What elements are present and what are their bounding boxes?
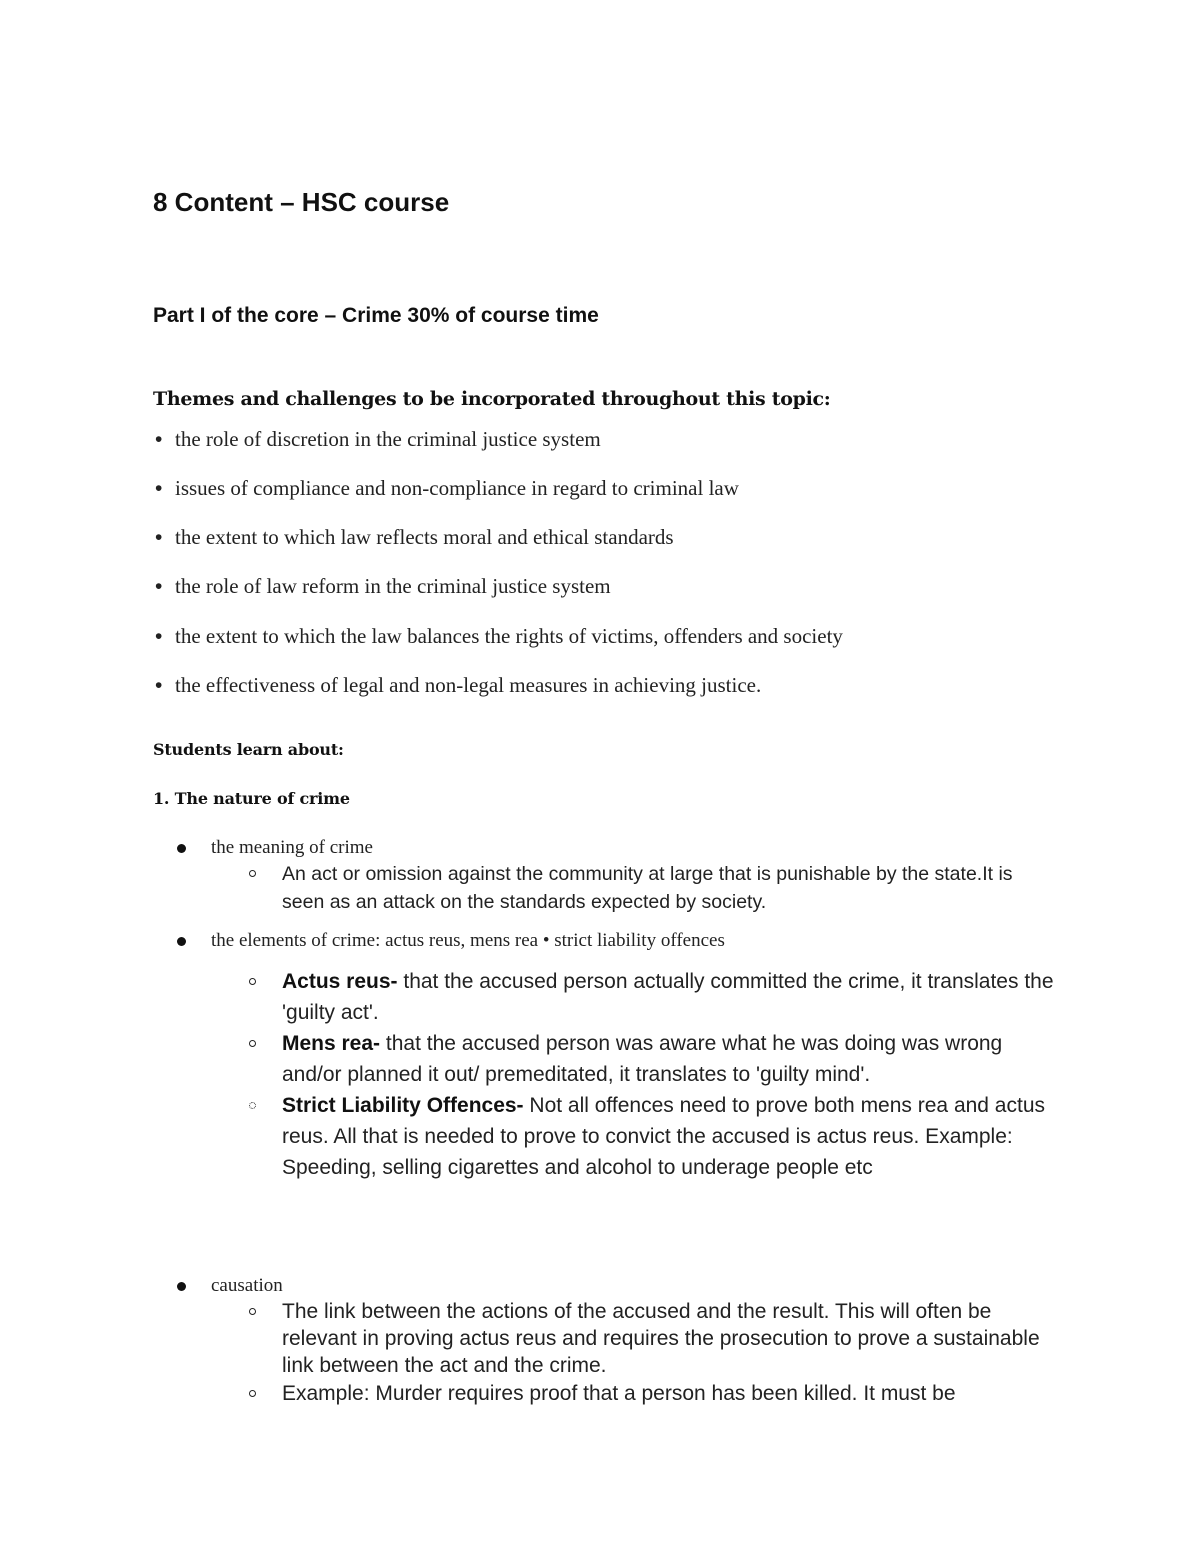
theme-item-text: issues of compliance and non-compliance in regard to criminal law	[175, 476, 739, 500]
topic-label: causation	[211, 1275, 283, 1296]
theme-item-text: the role of discretion in the criminal justice system	[175, 427, 601, 451]
bullet-dot-icon	[177, 937, 186, 946]
part-heading: Part I of the core – Crime 30% of course time	[153, 304, 599, 327]
bullet-dot-icon	[177, 844, 186, 853]
definition-text: Not all offences need to prove both mens rea and actus reus. All that is needed to prove to convict the accused is actus reus. Example: Speeding, selling cigarettes and alcohol to underage people etc	[282, 1094, 1046, 1179]
definition-text: that the accused person was aware what he was doing was wrong and/or planned it out/ premeditated, it translates to 'guilty mind'.	[282, 1032, 1003, 1086]
bullet-dot-icon	[177, 1282, 186, 1291]
bullet-circle-icon	[249, 1390, 256, 1397]
theme-item-text: the role of law reform in the criminal justice system	[175, 574, 611, 598]
themes-heading: Themes and challenges to be incorporated throughout this topic:	[153, 388, 831, 410]
bullet-icon: •	[155, 477, 163, 500]
topic-label: the elements of crime: actus reus, mens rea • strict liability offences	[211, 930, 725, 951]
bullet-circle-icon	[249, 978, 256, 985]
topic-detail: Example: Murder requires proof that a person has been killed. It must be	[282, 1382, 956, 1405]
definition-term: Actus reus-	[282, 970, 398, 993]
topic-detail: An act or omission against the community at large that is punishable by the state.It is seen as an attack on the standards expected by society.	[282, 863, 1013, 913]
bullet-circle-icon	[249, 870, 256, 877]
bullet-icon: •	[155, 625, 163, 648]
bullet-circle-icon	[249, 1308, 256, 1315]
definition-text: that the accused person actually committed the crime, it translates the 'guilty act'.	[282, 970, 1054, 1024]
definition-mens-rea	[282, 1028, 1057, 1090]
bullet-icon: •	[155, 575, 163, 598]
theme-item-text: the effectiveness of legal and non-legal measures in achieving justice.	[175, 673, 762, 697]
theme-item-text: the extent to which the law balances the rights of victims, offenders and society	[175, 624, 843, 648]
theme-item	[155, 476, 739, 501]
definition-term: Mens rea-	[282, 1032, 381, 1055]
definition-strict-liability	[282, 1090, 1057, 1183]
bullet-circle-icon	[249, 1040, 256, 1047]
topic-label: the meaning of crime	[211, 837, 373, 858]
page-title: 8 Content – HSC course	[153, 187, 450, 217]
topic-detail: The link between the actions of the accused and the result. This will often be relevant in proving actus reus and requires the prosecution to prove a sustainable link between the act and the crime.	[282, 1300, 1040, 1377]
theme-item	[155, 624, 843, 649]
bullet-circle-icon	[249, 1102, 256, 1109]
theme-item	[155, 427, 601, 452]
theme-item	[155, 673, 761, 698]
bullet-icon: •	[155, 428, 163, 451]
definition-actus-reus	[282, 966, 1057, 1028]
definition-term: Strict Liability Offences-	[282, 1094, 524, 1117]
learn-heading: Students learn about:	[153, 740, 344, 759]
section-heading: 1. The nature of crime	[153, 789, 350, 808]
bullet-icon: •	[155, 674, 163, 697]
theme-item	[155, 525, 674, 550]
theme-item	[155, 574, 611, 599]
theme-item-text: the extent to which law reflects moral and ethical standards	[175, 525, 674, 549]
bullet-icon: •	[155, 526, 163, 549]
